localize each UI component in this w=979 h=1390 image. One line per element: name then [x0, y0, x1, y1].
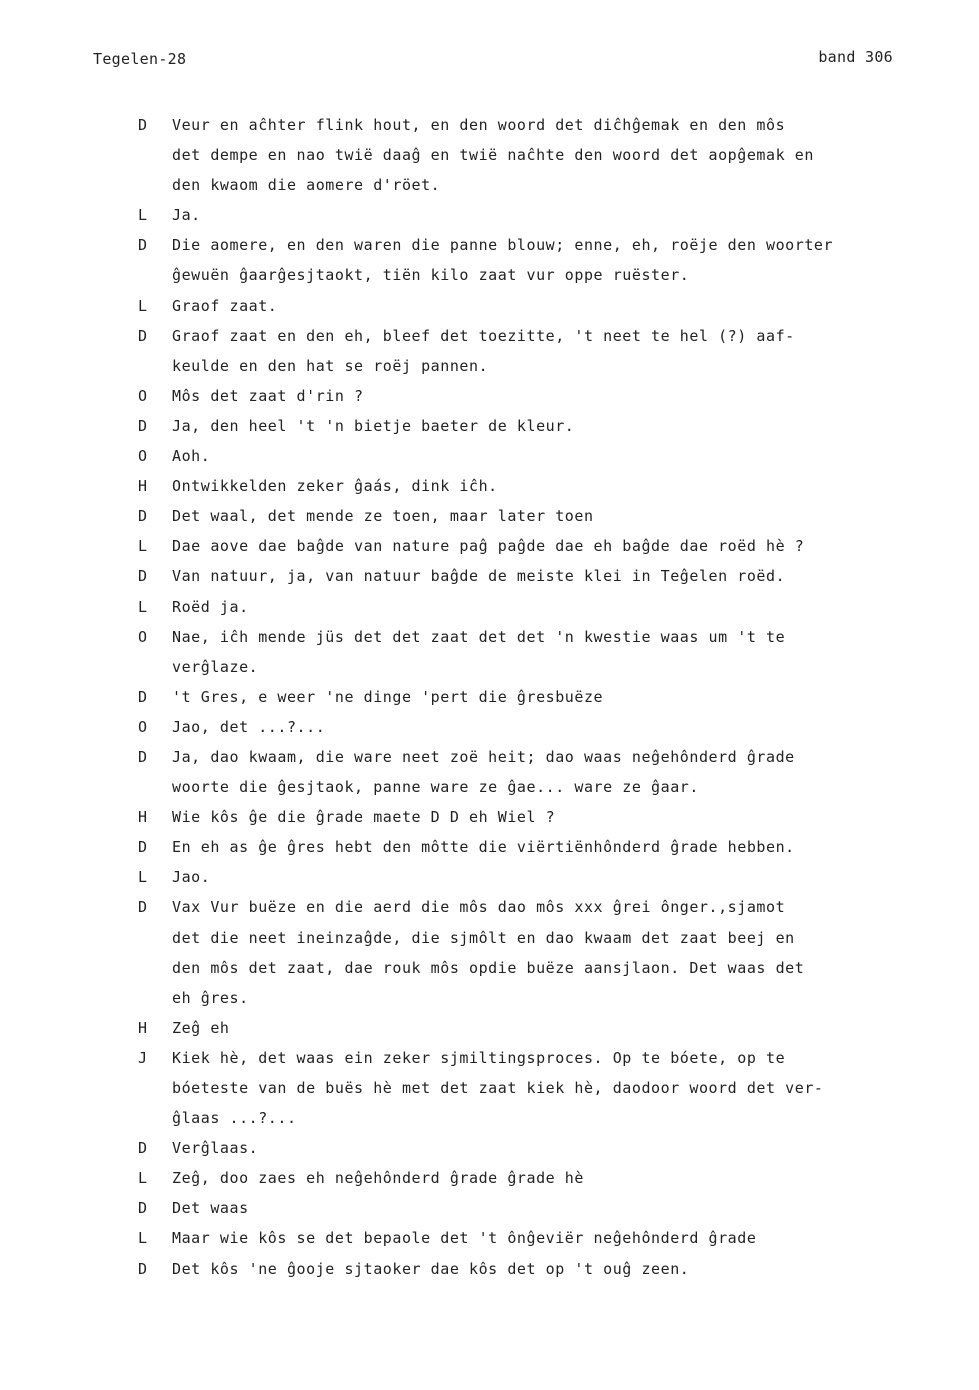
transcript-turn: [138, 622, 938, 682]
transcript-turn: [138, 200, 938, 230]
speaker-label: H: [138, 808, 148, 827]
utterance: [172, 682, 938, 712]
utterance-line: Zeĝ eh: [172, 1018, 230, 1037]
utterance: [172, 1254, 938, 1284]
transcript-turn: [138, 1193, 938, 1223]
speaker-label: D: [138, 898, 148, 917]
speaker-label: D: [138, 687, 148, 706]
speaker-label: D: [138, 838, 148, 857]
speaker-label: D: [138, 1199, 148, 1218]
speaker-label: L: [138, 206, 148, 225]
utterance-line: Vax Vur buëze en die aerd die môs dao môs xxx ĝrei ônger.,sjamot: [172, 898, 786, 917]
utterance: [172, 1013, 938, 1043]
speaker-label: H: [138, 1018, 148, 1037]
transcript-turn: [138, 230, 938, 290]
utterance-line: Môs det zaat d'rin ?: [172, 386, 364, 405]
utterance-line: Ja, dao kwaam, die ware neet zoë heit; dao waas neĝehônderd ĝrade: [172, 747, 795, 766]
transcript-turn: [138, 1133, 938, 1163]
utterance-line: den kwaom die aomere d'röet.: [172, 176, 441, 195]
utterance-line: Jao, det ...?...: [172, 717, 326, 736]
utterance-line: Ontwikkelden zeker ĝaás, dink iĉh.: [172, 477, 498, 496]
utterance-line: Det kôs 'ne ĝooje sjtaoker dae kôs det op 't ouĝ zeen.: [172, 1259, 690, 1278]
utterance-line: Ja.: [172, 206, 201, 225]
utterance: [172, 862, 938, 892]
utterance-line: den môs det zaat, dae rouk môs opdie buëze aansjlaon. Det waas det: [172, 958, 805, 977]
speaker-label: D: [138, 747, 148, 766]
utterance: [172, 561, 938, 591]
utterance-line: Roëd ja.: [172, 597, 249, 616]
utterance-line: Van natuur, ja, van natuur baĝde de meiste klei in Teĝelen roëd.: [172, 567, 786, 586]
utterance: [172, 291, 938, 321]
speaker-label: J: [138, 1048, 148, 1067]
speaker-label: D: [138, 1259, 148, 1278]
utterance: [172, 471, 938, 501]
speaker-label: D: [138, 416, 148, 435]
utterance: [172, 321, 938, 381]
speaker-label: D: [138, 507, 148, 526]
utterance-line: Maar wie kôs se det bepaole det 't ônĝeviër neĝehônderd ĝrade: [172, 1229, 757, 1248]
speaker-label: D: [138, 567, 148, 586]
transcript-turn: [138, 832, 938, 862]
utterance-line: Graof zaat.: [172, 296, 278, 315]
utterance-line: Det waal, det mende ze toen, maar later toen: [172, 507, 594, 526]
page-identifier: Tegelen-28: [93, 50, 187, 68]
speaker-label: L: [138, 1169, 148, 1188]
utterance: [172, 802, 938, 832]
speaker-label: L: [138, 868, 148, 887]
utterance-line: det dempe en nao twië daaĝ en twië naĉhte den woord det aopĝemak en: [172, 146, 814, 165]
speaker-label: L: [138, 296, 148, 315]
utterance: [172, 110, 938, 200]
transcript-turn: [138, 321, 938, 381]
transcript-turn: [138, 501, 938, 531]
utterance: [172, 381, 938, 411]
utterance: [172, 501, 938, 531]
utterance: [172, 1163, 938, 1193]
utterance-line: Veur en aĉhter flink hout, en den woord det diĉhĝemak en den môs: [172, 116, 786, 134]
utterance-line: det die neet ineinzaĝde, die sjmôlt en dao kwaam det zaat beej en: [172, 928, 795, 947]
transcript-turn: [138, 441, 938, 471]
transcript-turn: [138, 682, 938, 712]
utterance: [172, 441, 938, 471]
utterance: [172, 622, 938, 682]
utterance: [172, 230, 938, 290]
transcript: [138, 110, 938, 1284]
utterance-line: Det waas: [172, 1199, 249, 1218]
transcript-turn: [138, 1163, 938, 1193]
utterance: [172, 531, 938, 561]
utterance-line: En eh as ĝe ĝres hebt den môtte die viërtiënhônderd ĝrade hebben.: [172, 838, 795, 857]
utterance: [172, 592, 938, 622]
utterance-line: keulde en den hat se roëj pannen.: [172, 356, 489, 375]
utterance-line: Verĝlaas.: [172, 1139, 259, 1158]
speaker-label: L: [138, 537, 148, 556]
utterance-line: Ja, den heel 't 'n bietje baeter de kleur.: [172, 416, 575, 435]
transcript-turn: [138, 531, 938, 561]
utterance-line: Nae, iĉh mende jüs det det zaat det det 'n kwestie waas um 't te: [172, 627, 786, 646]
speaker-label: O: [138, 447, 148, 466]
transcript-turn: [138, 471, 938, 501]
transcript-turn: [138, 1254, 938, 1284]
transcript-turn: [138, 862, 938, 892]
utterance-line: Graof zaat en den eh, bleef det toezitte, 't neet te hel (?) aaf-: [172, 326, 795, 345]
transcript-turn: [138, 1013, 938, 1043]
transcript-turn: [138, 742, 938, 802]
utterance: [172, 892, 938, 1012]
utterance-line: Dae aove dae baĝde van nature paĝ paĝde dae eh baĝde dae roëd hè ?: [172, 537, 805, 556]
speaker-label: O: [138, 717, 148, 736]
speaker-label: H: [138, 477, 148, 496]
transcript-turn: [138, 1043, 938, 1133]
transcript-turn: [138, 110, 938, 200]
utterance-line: Wie kôs ĝe die ĝrade maete D D eh Wiel ?: [172, 808, 556, 827]
transcript-turn: [138, 291, 938, 321]
utterance-line: verĝlaze.: [172, 657, 259, 676]
speaker-label: D: [138, 116, 148, 134]
speaker-label: O: [138, 627, 148, 646]
transcript-turn: [138, 561, 938, 591]
utterance-line: Jao.: [172, 868, 211, 887]
speaker-label: O: [138, 386, 148, 405]
utterance-line: Zeĝ, doo zaes eh neĝehônderd ĝrade ĝrade hè: [172, 1169, 584, 1188]
utterance: [172, 200, 938, 230]
utterance: [172, 411, 938, 441]
utterance: [172, 712, 938, 742]
utterance-line: ĝlaas ...?...: [172, 1109, 297, 1128]
transcript-turn: [138, 592, 938, 622]
utterance-line: Aoh.: [172, 447, 211, 466]
utterance-line: woorte die ĝesjtaok, panne ware ze ĝae... ware ze ĝaar.: [172, 778, 699, 797]
utterance-line: Die aomere, en den waren die panne blouw; enne, eh, roëje den woorter: [172, 236, 834, 255]
utterance: [172, 1193, 938, 1223]
transcript-turn: [138, 411, 938, 441]
transcript-turn: [138, 892, 938, 1012]
utterance-line: bóeteste van de buës hè met det zaat kiek hè, daodoor woord det ver-: [172, 1079, 824, 1097]
utterance-line: eh ĝres.: [172, 988, 249, 1007]
utterance-line: Kiek hè, det waas ein zeker sjmiltingsproces. Op te bóete, op te: [172, 1048, 786, 1067]
utterance-line: ĝewuën ĝaarĝesjtaokt, tiën kilo zaat vur oppe ruëster.: [172, 266, 690, 285]
utterance: [172, 1043, 938, 1133]
utterance-line: 't Gres, e weer 'ne dinge 'pert die ĝresbuëze: [172, 687, 604, 706]
speaker-label: D: [138, 236, 148, 255]
speaker-label: L: [138, 597, 148, 616]
speaker-label: D: [138, 1139, 148, 1158]
transcript-turn: [138, 1223, 938, 1253]
utterance: [172, 1223, 938, 1253]
transcript-turn: [138, 381, 938, 411]
utterance: [172, 832, 938, 862]
speaker-label: L: [138, 1229, 148, 1248]
utterance: [172, 742, 938, 802]
transcript-turn: [138, 802, 938, 832]
tape-number: band 306: [818, 48, 893, 66]
speaker-label: D: [138, 326, 148, 345]
transcript-turn: [138, 712, 938, 742]
utterance: [172, 1133, 938, 1163]
